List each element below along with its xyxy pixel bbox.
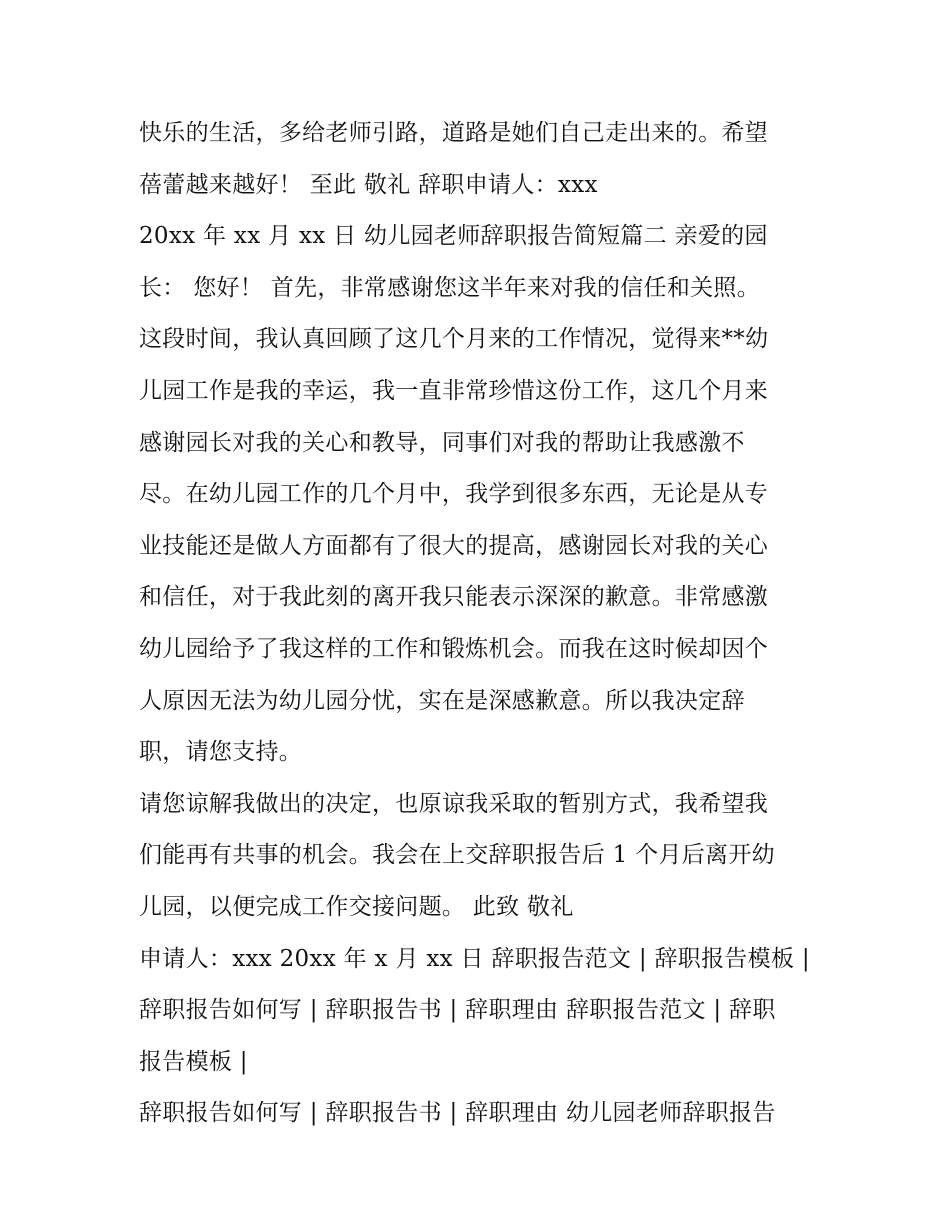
text-line: 业技能还是做人方面都有了很大的提高，感谢园长对我的关心 [139,532,769,559]
text-line: 辞职报告如何写 | 辞职报告书 | 辞职理由 幼儿园老师辞职报告 [139,1100,776,1127]
text-line: 这段时间，我认真回顾了这几个月来的工作情况，觉得来**幼 [139,326,769,353]
text-line: 们能再有共事的机会。我会在上交辞职报告后 1 个月后离开幼 [139,842,775,869]
text-line: 报告模板 | [139,1048,248,1075]
text-line: 儿园，以便完成工作交接问题。 此致 敬礼 [139,893,574,920]
text-line: 和信任，对于我此刻的离开我只能表示深深的歉意。非常感激 [139,584,769,611]
text-line: 幼儿园给予了我这样的工作和锻炼机会。而我在这时候却因个 [139,635,769,662]
text-line: 尽。在幼儿园工作的几个月中，我学到很多东西，无论是从专 [139,481,769,508]
text-line: 快乐的生活，多给老师引路，道路是她们自己走出来的。希望 [139,120,769,146]
text-line: 申请人：xxx 20xx 年 x 月 xx 日 辞职报告范文 | 辞职报告模板 | [139,945,810,972]
text-line: 感谢园长对我的关心和教导，同事们对我的帮助让我感激不 [139,429,745,456]
document-body [139,108,819,1140]
text-line: 儿园工作是我的幸运，我一直非常珍惜这份工作，这几个月来 [139,377,769,404]
text-line: 辞职报告如何写 | 辞职报告书 | 辞职理由 辞职报告范文 | 辞职 [139,997,776,1024]
text-line: 请您谅解我做出的决定，也原谅我采取的暂别方式，我希望我 [139,790,769,817]
text-line: 长： 您好！ 首先，非常感谢您这半年来对我的信任和关照。 [139,274,761,301]
text-line: 人原因无法为幼儿园分忧，实在是深感歉意。所以我决定辞 [139,687,745,714]
text-line: 蓓蕾越来越好！ 至此 敬礼 辞职申请人：xxx [139,171,598,198]
text-line: 20xx 年 xx 月 xx 日 幼儿园老师辞职报告简短篇二 亲爱的园 [139,223,768,250]
text-line: 职，请您支持。 [139,739,303,766]
